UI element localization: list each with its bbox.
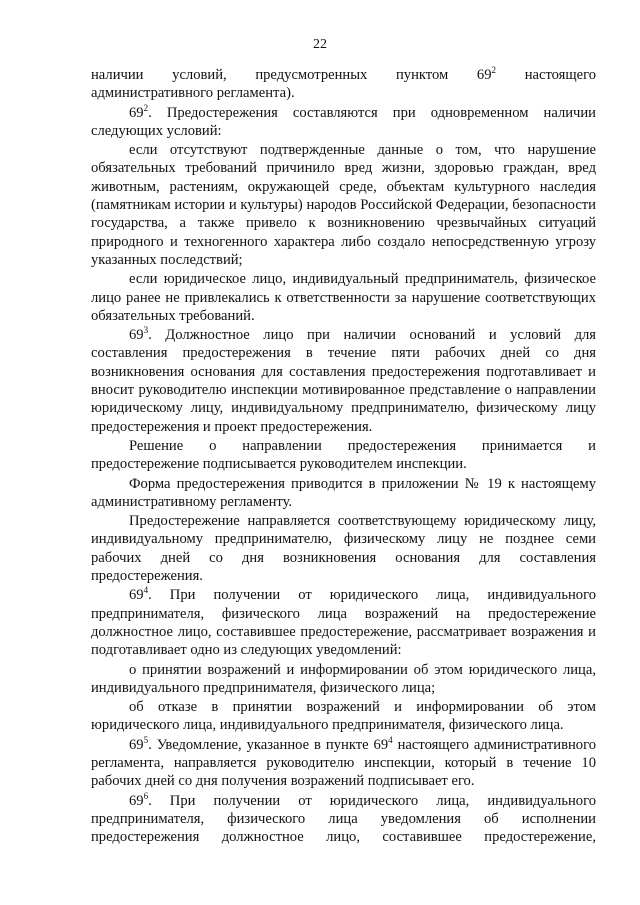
paragraph-text: . Должностное лицо при наличии оснований и условий для составления предостережения в течение пяти рабочих дней со дня возникновения основания для составления предостережения подготавливает и вносит руководителю инспекции мотивированное представление о направлении юридическому лицу, индивидуальному предпринимателю, физическому лицу предостережения и проект предостережения. [91,327,596,435]
paragraph-text: если юридическое лицо, индивидуальный предприниматель, физическое лицо ранее не привлекались к ответственности за нарушение соответствующих обязательных требований. [91,271,596,324]
clause-number: 69 [129,587,144,604]
clause-number: 69 [129,327,144,344]
document-body [91,66,596,847]
clause-number: 69 [129,792,144,809]
paragraph-accept-objections [91,661,596,698]
clause-number: 69 [129,104,144,121]
superscript-index: 2 [143,102,149,113]
paragraph-69-5 [91,736,596,791]
paragraph-text: . Уведомление, указанное в пункте 69 [148,736,389,753]
paragraph-text: . Предостережения составляются при одновременном наличии следующих условий: [91,104,596,139]
paragraph-condition-1 [91,141,596,269]
paragraph-form [91,475,596,512]
paragraph-sending [91,512,596,585]
paragraph-decision [91,437,596,474]
paragraph-condition-2 [91,270,596,325]
paragraph-continuation [91,66,596,103]
superscript-index: 4 [143,585,149,596]
paragraph-69-3 [91,326,596,436]
paragraph-text: . При получении от юридического лица, индивидуального предпринимателя, физического лица возражений на предостережение должностное лицо, составившее предостережение, рассматривает возражения и подготавливает одно из следующих уведомлений: [91,587,596,659]
paragraph-text: Предостережение направляется соответствующему юридическому лицу, индивидуальному предпринимателю, физическому лицу не позднее семи рабочих дней со дня возникновения основания для составления предостережения. [91,513,596,585]
paragraph-text: об отказе в принятии возражений и информировании об этом юридического лица, индивидуального предпринимателя, физического лица. [91,699,596,734]
superscript-index: 4 [388,734,393,745]
page-number: 22 [313,37,327,52]
paragraph-69-2 [91,104,596,141]
clause-number: 69 [129,736,144,753]
paragraph-text: о принятии возражений и информировании об этом юридического лица, индивидуального предпринимателя, физического лица; [91,661,596,696]
paragraph-69-4 [91,586,596,659]
paragraph-text: Форма предостережения приводится в приложении № 19 к настоящему административному регламенту. [91,475,596,510]
superscript-index: 6 [143,790,149,801]
paragraph-text: Решение о направлении предостережения принимается и предостережение подписывается руководителем инспекции. [91,437,596,473]
paragraph-text: настоящего административного регламента, направляется руководителю инспекции, который в течение 10 рабочих дней со дня получения возражений подписывает его. [91,736,597,790]
paragraph-text: наличии условий, предусмотренных пунктом 69 [91,67,492,83]
paragraph-reject-objections [91,698,596,735]
paragraph-text: настоящего административного регламента). [91,67,597,102]
superscript-index: 5 [143,734,149,745]
paragraph-69-6 [91,792,596,847]
paragraph-text: если отсутствуют подтвержденные данные о том, что нарушение обязательных требований причинило вред жизни, здоровью граждан, вред животным, растениям, окружающей среде, объектам культурного наследия (памятникам истории и культуры) народов Российской Федерации, безопасности государства, а также привело к возникновению чрезвычайных ситуаций природного и техногенного характера либо создало непосредственную угрозу указанных последствий; [91,142,596,268]
superscript-index: 2 [491,65,497,75]
paragraph-text: . При получении от юридического лица, индивидуального предпринимателя, физического лица уведомления об исполнении предостережения должностное лицо, составившее предостережение, [91,792,596,846]
superscript-index: 3 [143,325,149,336]
